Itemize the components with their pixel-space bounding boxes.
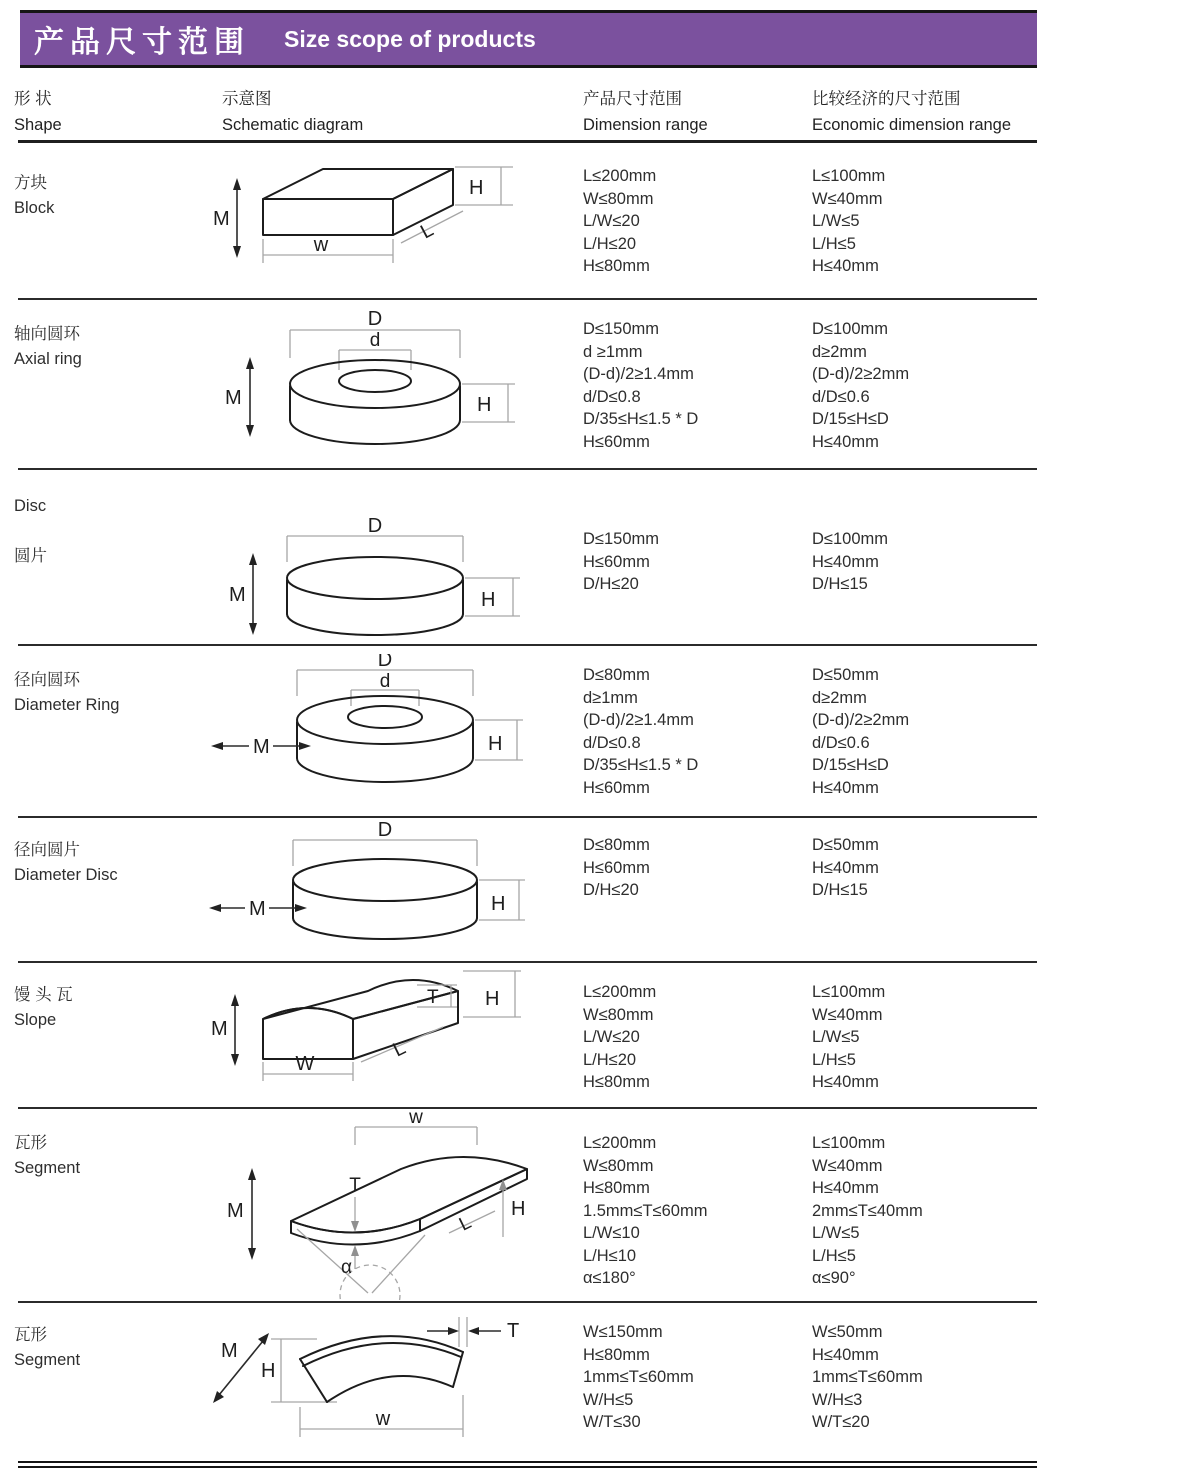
dim-label-h: H [485, 988, 500, 1010]
dim-label-h: H [261, 1360, 276, 1382]
economic-range-values [812, 834, 879, 902]
schematic-diameter-disc [205, 822, 535, 962]
text-line: D≤80mm [583, 666, 650, 684]
text-line: d ≥1mm [583, 342, 643, 361]
text-line: (D-d)/2≥1.4mm [583, 365, 694, 383]
text-line: L≤200mm [583, 1134, 657, 1152]
text-line: L/W≤5 [812, 1028, 860, 1046]
column-header-dimension-zh: 产品尺寸范围 [583, 90, 682, 108]
m-arrow-head-up [248, 1168, 256, 1180]
text-line: L/W≤5 [812, 1224, 860, 1242]
catalog-page [0, 10, 1198, 1484]
table-row-disc [0, 470, 1198, 644]
text-line: d/D≤0.6 [812, 387, 870, 406]
dim-label-d-outer: D [367, 308, 383, 330]
text-line: H≤40mm [812, 432, 879, 451]
text-line: 1mm≤T≤60mm [583, 1368, 694, 1386]
alpha-line-right [372, 1235, 425, 1293]
dim-label-l: L [389, 1036, 410, 1062]
text-line: 馒 头 瓦 [14, 986, 73, 1004]
schematic-segment [205, 1111, 545, 1306]
title-bar [0, 10, 1198, 68]
disc-top-face [287, 557, 463, 599]
dim-label-d-outer: D [377, 654, 393, 671]
text-line: H≤40mm [812, 1073, 879, 1091]
text-line: L/W≤20 [583, 1028, 640, 1046]
m-arrow-head-left [209, 904, 221, 912]
dim-label-h: H [488, 733, 503, 755]
column-header-dimension-en: Dimension range [583, 116, 708, 134]
text-line: d/D≤0.6 [812, 733, 870, 752]
text-line: H≤60mm [583, 858, 650, 877]
text-line: d≥2mm [812, 688, 867, 707]
band-left-edge [300, 1359, 327, 1402]
text-line: H≤40mm [812, 552, 879, 571]
text-line: H≤80mm [583, 1179, 650, 1197]
t-arrow-head-left [468, 1327, 479, 1335]
text-line: D/15≤H≤D [812, 756, 889, 774]
text-line: L≤200mm [583, 167, 657, 185]
text-line: H≤40mm [812, 1179, 879, 1197]
column-header-shape-zh: 形 状 [14, 90, 52, 108]
segment-top-face [291, 1157, 527, 1233]
dim-label-w: w [313, 234, 329, 256]
dimension-range-values [583, 318, 698, 453]
m-arrow-head-up [231, 994, 239, 1006]
dim-label-t: T [349, 1175, 361, 1196]
m-arrow-head-down [233, 246, 241, 258]
dimension-range-values [583, 834, 650, 902]
table-row-block [0, 143, 1198, 298]
text-line: L≤100mm [812, 167, 886, 185]
text-line: D/H≤20 [583, 575, 639, 593]
dimension-range-values [583, 1132, 707, 1290]
disc-bottom-arc [287, 614, 463, 635]
text-line: L≤200mm [583, 983, 657, 1001]
text-line: d/D≤0.8 [583, 733, 641, 752]
text-line: Diameter Disc [14, 866, 118, 884]
disc-schematic-drawing [205, 506, 535, 656]
dimension-range-values [583, 664, 698, 799]
band-inner-arc [327, 1376, 453, 1402]
schematic-block [205, 151, 535, 291]
dim-label-d-inner: d [369, 330, 381, 351]
text-line: W/H≤5 [583, 1390, 634, 1409]
text-line: W/H≤3 [812, 1390, 863, 1409]
ring-top-face [297, 696, 473, 744]
dim-label-t: T [427, 987, 439, 1008]
economic-range-values [812, 1132, 923, 1290]
column-header-dimension [583, 86, 708, 138]
table-body [0, 143, 1198, 1468]
diameter-ring-schematic-drawing [205, 654, 535, 809]
text-line: H≤60mm [583, 552, 650, 571]
text-line: L/H≤10 [583, 1246, 637, 1265]
dim-label-m: M [211, 1018, 228, 1040]
m-arrow-head-down [246, 425, 254, 437]
t-arrow-head-up [351, 1245, 359, 1256]
text-line: Disc [14, 497, 47, 515]
text-line: L/W≤10 [583, 1224, 640, 1242]
dim-label-h: H [481, 589, 496, 611]
text-line: D/H≤15 [812, 881, 868, 899]
text-line: D≤50mm [812, 836, 879, 854]
text-line: Segment [14, 1351, 81, 1369]
table-row-axial-ring [0, 300, 1198, 468]
text-line: W≤40mm [812, 189, 883, 208]
ring-bottom-arc [290, 420, 460, 444]
text-line: H≤40mm [812, 257, 879, 275]
text-line: D/35≤H≤1.5 * D [583, 410, 699, 428]
shape-label [14, 838, 118, 888]
dim-label-m: M [229, 584, 246, 606]
m-arrow-head-left [211, 742, 223, 750]
text-line: H≤80mm [583, 1345, 650, 1364]
m-arrow-head-down [213, 1391, 224, 1403]
ring-hole [348, 706, 422, 728]
text-line: 圆片 [14, 547, 47, 565]
column-headers [0, 68, 1198, 140]
shape-label [14, 1131, 80, 1181]
column-header-diagram-zh: 示意图 [222, 90, 272, 108]
text-line: Segment [14, 1159, 81, 1177]
text-line: L/W≤5 [812, 212, 860, 230]
text-line: L≤100mm [812, 1134, 886, 1152]
text-line: L/H≤5 [812, 1050, 856, 1069]
text-line: (D-d)/2≥2mm [812, 365, 910, 383]
text-line: (D-d)/2≥1.4mm [583, 711, 694, 729]
m-arrow-head-down [248, 1248, 256, 1260]
text-line: L/W≤20 [583, 212, 640, 230]
dim-label-h: H [469, 177, 484, 199]
economic-range-values [812, 664, 909, 799]
column-header-economic-en: Economic dimension range [812, 116, 1012, 134]
text-line: H≤80mm [583, 1073, 650, 1091]
segment-arc-schematic-drawing [205, 1307, 545, 1457]
dim-label-m: M [249, 898, 266, 920]
dim-label-m: M [253, 736, 270, 758]
column-header-economic [812, 86, 1011, 138]
column-header-shape [14, 86, 62, 138]
axial-ring-schematic-drawing [205, 308, 535, 468]
dim-label-h: H [477, 394, 492, 416]
text-line: H≤40mm [812, 1345, 879, 1364]
dim-label-l: L [417, 218, 438, 244]
text-line: 瓦形 [14, 1134, 47, 1152]
dim-label-l: L [455, 1211, 475, 1236]
alpha-line-left [297, 1229, 368, 1293]
disc-top-face [293, 859, 477, 901]
shape-label [14, 668, 119, 718]
text-line: D≤100mm [812, 530, 888, 548]
text-line: Axial ring [14, 350, 82, 368]
economic-range-values [812, 1321, 923, 1434]
dim-label-d-inner: d [379, 671, 391, 692]
column-header-diagram-en: Schematic diagram [222, 116, 364, 134]
text-line: d≥1mm [583, 688, 638, 707]
dimension-range-values [583, 981, 656, 1094]
text-line: H≤80mm [583, 257, 650, 275]
text-line: L/H≤5 [812, 1246, 856, 1265]
text-line: 2mm≤T≤40mm [812, 1201, 923, 1220]
diameter-disc-schematic-drawing [205, 822, 535, 957]
dim-label-m: M [213, 208, 230, 230]
text-line: L≤100mm [812, 983, 886, 1001]
m-arrow-head-up [246, 357, 254, 369]
dim-label-w: w [375, 1408, 391, 1430]
dimension-range-values [583, 528, 659, 596]
schematic-axial-ring [205, 308, 535, 473]
dim-label-d: D [377, 822, 393, 841]
block-schematic-drawing [205, 151, 535, 286]
dim-label-t: T [507, 1320, 520, 1342]
dim-label-m: M [225, 387, 242, 409]
dim-label-h: H [511, 1198, 526, 1220]
band-right-edge [453, 1352, 463, 1387]
m-arrow-head-up [258, 1333, 269, 1345]
text-line: 瓦形 [14, 1326, 47, 1344]
schematic-diameter-ring [205, 654, 535, 814]
schematic-slope [205, 967, 535, 1107]
text-line: D≤150mm [583, 530, 659, 548]
shape-label [14, 983, 73, 1033]
text-line: α≤90° [812, 1269, 856, 1287]
text-line: W≤80mm [583, 189, 654, 208]
table-row-segment-arc [0, 1303, 1198, 1461]
m-arrow-head-down [249, 623, 257, 635]
shape-label [14, 322, 82, 372]
m-arrow-head-up [233, 178, 241, 190]
text-line: d/D≤0.8 [583, 387, 641, 406]
dim-label-alpha: α [341, 1257, 352, 1278]
table-bottom-rule [18, 1461, 1037, 1468]
text-line [14, 519, 47, 544]
dimension-range-values [583, 1321, 694, 1434]
m-arrow-head-down [231, 1054, 239, 1066]
m-arrow-head-up [249, 553, 257, 565]
shape-label [14, 494, 47, 569]
text-line: D≤50mm [812, 666, 879, 684]
ring-hole [339, 370, 411, 392]
t-arrow-head-down [351, 1221, 359, 1232]
text-line: D/H≤20 [583, 881, 639, 899]
text-line: 径向圆片 [14, 841, 80, 859]
economic-range-values [812, 981, 885, 1094]
text-line: Block [14, 199, 55, 217]
column-header-economic-zh: 比较经济的尺寸范围 [812, 90, 961, 108]
shape-label [14, 1323, 80, 1373]
column-header-shape-en: Shape [14, 116, 62, 134]
ring-top-face [290, 360, 460, 408]
text-line: W/T≤20 [812, 1413, 870, 1431]
text-line: 轴向圆环 [14, 325, 80, 343]
text-line: Slope [14, 1011, 57, 1029]
t-arrow-head-right [448, 1327, 459, 1335]
text-line: L/H≤20 [583, 234, 637, 253]
text-line: 1.5mm≤T≤60mm [583, 1201, 708, 1220]
dim-label-w: W [295, 1053, 315, 1075]
text-line: L/H≤20 [583, 1050, 637, 1069]
m-arrow-head-right [299, 742, 311, 750]
text-line: 1mm≤T≤60mm [812, 1368, 923, 1386]
slope-schematic-drawing [205, 967, 535, 1102]
shape-label [14, 171, 54, 221]
dim-label-m: M [227, 1200, 244, 1222]
text-line: D≤150mm [583, 320, 659, 338]
text-line: D≤100mm [812, 320, 888, 338]
ring-bottom-arc [297, 758, 473, 782]
text-line: W≤40mm [812, 1005, 883, 1024]
schematic-disc [205, 506, 535, 661]
dim-label-m: M [221, 1340, 238, 1362]
text-line: L/H≤5 [812, 234, 856, 253]
schematic-segment-arc [205, 1307, 545, 1462]
table-row-segment [0, 1109, 1198, 1301]
dim-label-h: H [491, 893, 506, 915]
band-outer-arc-inner-line [303, 1343, 461, 1366]
text-line: W≤80mm [583, 1005, 654, 1024]
segment-schematic-drawing [205, 1111, 545, 1301]
page-title-en: Size scope of products [284, 25, 536, 52]
text-line: D/15≤H≤D [812, 410, 889, 428]
text-line: W≤80mm [583, 1156, 654, 1175]
title-bar-background [20, 10, 1037, 68]
table-row-slope [0, 963, 1198, 1107]
text-line: D≤80mm [583, 836, 650, 854]
text-line: H≤40mm [812, 778, 879, 797]
text-line: H≤40mm [812, 858, 879, 877]
text-line: W≤50mm [812, 1323, 883, 1341]
slope-right-face [353, 991, 458, 1059]
text-line: 方块 [14, 174, 47, 192]
page-title-zh: 产品尺寸范围 [34, 26, 250, 59]
text-line: W/T≤30 [583, 1413, 641, 1431]
text-line: W≤150mm [583, 1323, 663, 1341]
text-line: 径向圆环 [14, 671, 80, 689]
text-line: H≤60mm [583, 778, 650, 797]
economic-range-values [812, 318, 909, 453]
economic-range-values [812, 528, 888, 596]
table-row-diameter-disc [0, 818, 1198, 961]
disc-bottom-arc [293, 918, 477, 939]
text-line: Diameter Ring [14, 696, 120, 714]
m-arrow-head-right [295, 904, 307, 912]
text-line: D/H≤15 [812, 575, 868, 593]
text-line: d≥2mm [812, 342, 867, 361]
block-front-face [263, 199, 393, 235]
economic-range-values [812, 165, 885, 278]
dim-label-w: w [409, 1111, 423, 1128]
text-line: H≤60mm [583, 432, 650, 451]
text-line: D/35≤H≤1.5 * D [583, 756, 699, 774]
text-line: (D-d)/2≥2mm [812, 711, 910, 729]
dim-label-d: D [367, 515, 383, 537]
text-line: W≤40mm [812, 1156, 883, 1175]
table-row-diameter-ring [0, 646, 1198, 816]
dimension-range-values [583, 165, 656, 278]
text-line: α≤180° [583, 1269, 636, 1287]
column-header-diagram [222, 86, 363, 138]
